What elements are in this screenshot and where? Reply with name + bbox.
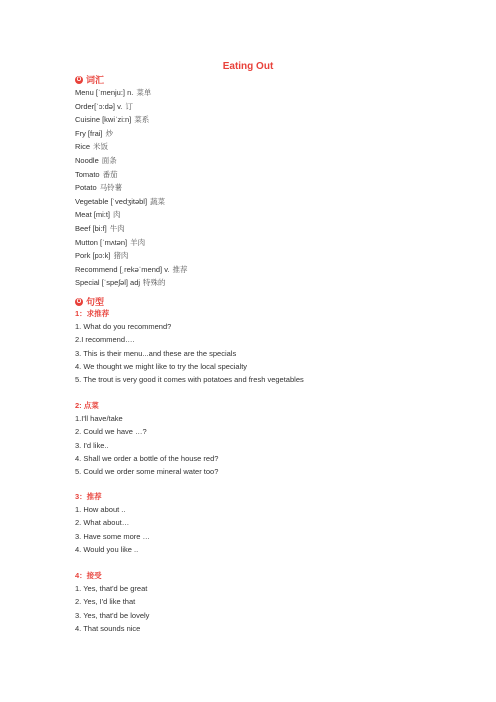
vocab-item: Noodle 面条 <box>75 155 117 165</box>
bullet-icon: O <box>76 76 82 83</box>
vocab-heading <box>75 73 104 86</box>
list-item: 1. Yes, that'd be great <box>75 584 148 593</box>
vocab-item: Beef [bi:f] 牛肉 <box>75 223 125 233</box>
list-item: 1.I'll have/take <box>75 414 123 423</box>
vocab-item: Tomato 番茄 <box>75 169 118 179</box>
vocab-item: Meat [mi:t] 肉 <box>75 210 121 220</box>
list-item: 3. I'd like.. <box>75 440 109 450</box>
list-item: 1. How about .. <box>75 505 126 514</box>
list-item: 5. The trout is very good it comes with potatoes and fresh vegetables <box>75 375 304 385</box>
list-item: 2. Yes, I'd like that <box>75 597 136 607</box>
vocab-item: Order[ˈɔ:də] v. 订 <box>75 101 133 111</box>
group-heading: 2: 点菜 <box>75 401 99 410</box>
list-item: 2. What about… <box>75 518 130 528</box>
vocab-item: Pork [pɔ:k] 猪肉 <box>75 251 129 261</box>
list-item: 2. Could we have …? <box>75 427 147 437</box>
group-heading: 3：推荐 <box>75 492 102 501</box>
vocab-item: Vegetable [ˈvedʒitəbl] 蔬菜 <box>75 196 166 206</box>
group-accepting <box>75 569 149 635</box>
group-suggesting <box>75 490 150 556</box>
vocab-item: Menu [ˈmenju:] n. 菜单 <box>75 88 152 97</box>
group-heading: 4：接受 <box>75 571 102 580</box>
group-ordering <box>75 399 218 478</box>
bullet-icon: O <box>76 298 82 305</box>
vocab-item: Special [ˈspeʃəl] adj 特殊的 <box>75 278 166 288</box>
list-item: 1. What do you recommend? <box>75 322 172 331</box>
page-title: Eating Out <box>222 61 274 72</box>
list-item: 3. This is their menu...and these are the specials <box>75 348 237 358</box>
list-item: 5. Could we order some mineral water too? <box>75 467 219 477</box>
vocab-item: Cuisine [kwiˈzi:n] 菜系 <box>75 115 150 125</box>
vocab-item: Fry [frai] 炒 <box>75 128 113 138</box>
group-heading: 1：求推荐 <box>75 309 110 318</box>
vocab-heading-label: 词汇 <box>86 75 105 85</box>
sentence-heading-label: 句型 <box>86 297 105 307</box>
vocab-item: Recommend [ˌrekəˈmend] v. 推荐 <box>75 264 188 274</box>
vocab-list <box>75 86 187 290</box>
group-request-recommendation <box>75 307 304 386</box>
list-item: 3. Yes, that'd be lovely <box>75 610 150 620</box>
list-item: 4. Shall we order a bottle of the house red? <box>75 453 219 463</box>
list-item: 4. That sounds nice <box>75 623 141 633</box>
list-item: 3. Have some more … <box>75 531 151 541</box>
vocab-item: Rice 米饭 <box>75 142 109 152</box>
list-item: 4. We thought we might like to try the local specialty <box>75 361 248 371</box>
list-item: 4. Would you like .. <box>75 544 139 554</box>
vocab-item: Mutton [ˈmʌtən] 羊肉 <box>75 237 146 247</box>
vocab-item: Potato 马铃薯 <box>75 183 123 193</box>
list-item: 2.I recommend…. <box>75 335 135 345</box>
